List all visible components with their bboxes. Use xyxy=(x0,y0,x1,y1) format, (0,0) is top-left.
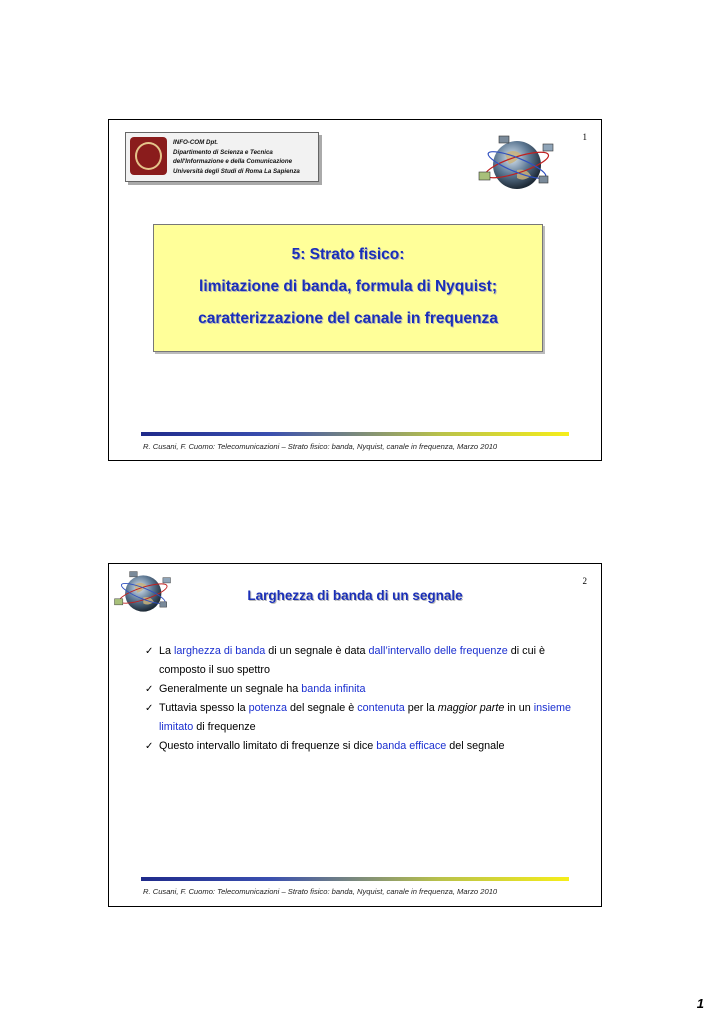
dept-line: dell'Informazione e della Comunicazione xyxy=(173,158,293,166)
network-globe-icon xyxy=(477,134,559,197)
slide-number: 2 xyxy=(582,576,587,586)
bullet-text: Tuttavia spesso la xyxy=(159,702,249,714)
slide-1 xyxy=(108,119,602,461)
bullet-item xyxy=(145,699,579,737)
highlight-text: potenza xyxy=(248,702,288,714)
bullet-text: del segnale xyxy=(446,740,505,752)
highlight-text: larghezza di banda xyxy=(174,645,266,657)
bullet-list xyxy=(145,642,579,756)
page-number: 1 xyxy=(696,996,704,1011)
university-seal-icon xyxy=(130,137,167,175)
bullet-text: di frequenze xyxy=(193,721,256,733)
bullet-item xyxy=(145,680,579,699)
slide-footer: R. Cusani, F. Cuomo: Telecomunicazioni – Strato fisico: banda, Nyquist, canale in frequenza, Marzo 2010 xyxy=(143,442,498,451)
italic-text: maggior parte xyxy=(437,702,505,714)
check-icon: ✓ xyxy=(145,741,154,752)
highlight-text: banda infinita xyxy=(301,683,366,695)
slide-title: Larghezza di banda di un segnale xyxy=(247,588,463,603)
bullet-text: La xyxy=(159,645,175,657)
slide-footer: R. Cusani, F. Cuomo: Telecomunicazioni – Strato fisico: banda, Nyquist, canale in frequenza, Marzo 2010 xyxy=(143,887,498,896)
bullet-text: di un segnale è data xyxy=(265,645,369,657)
slide-title-box xyxy=(153,224,543,352)
bullet-text: in un xyxy=(504,702,534,714)
footer-gradient-line xyxy=(141,432,569,436)
bullet-text: Questo intervallo limitato di frequenze si dice xyxy=(159,740,377,752)
check-icon: ✓ xyxy=(145,646,154,657)
department-logo xyxy=(125,132,319,182)
bullet-text: per la xyxy=(404,702,438,714)
dept-line: INFO-COM Dpt. xyxy=(173,139,219,146)
bullet-text: Generalmente un segnale ha xyxy=(159,683,302,695)
bullet-text: di cui è composto il suo spettro xyxy=(159,645,545,676)
footer-gradient-line xyxy=(141,877,569,881)
title-line: 5: Strato fisico: xyxy=(291,246,405,263)
highlight-text: insieme limitato xyxy=(159,702,571,733)
slide-2 xyxy=(108,563,602,907)
highlight-text: contenuta xyxy=(357,702,405,714)
slide-number: 1 xyxy=(582,132,587,142)
check-icon: ✓ xyxy=(145,703,154,714)
title-line: caratterizzazione del canale in frequenza xyxy=(198,310,498,327)
department-name xyxy=(173,138,300,176)
dept-line: Università degli Studi di Roma La Sapienza xyxy=(173,167,300,175)
title-line: limitazione di banda, formula di Nyquist; xyxy=(199,278,497,295)
highlight-text: dall’intervallo delle frequenze xyxy=(368,645,508,657)
dept-line: Dipartimento di Scienza e Tecnica xyxy=(173,148,273,156)
bullet-item xyxy=(145,737,579,756)
bullet-item xyxy=(145,642,579,680)
bullet-text: del segnale è xyxy=(287,702,358,714)
check-icon: ✓ xyxy=(145,684,154,695)
highlight-text: banda efficace xyxy=(376,740,447,752)
